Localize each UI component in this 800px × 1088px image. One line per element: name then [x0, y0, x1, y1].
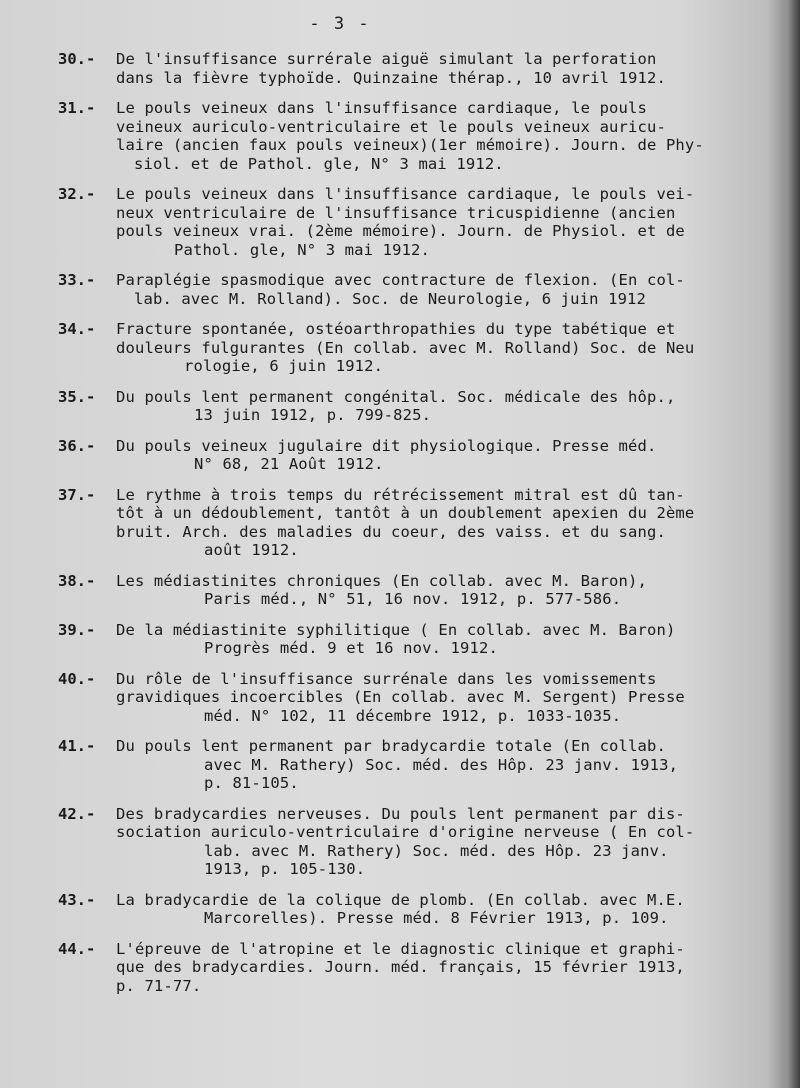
page-number: - 3 - [309, 14, 371, 34]
entry-line: De la médiastinite syphilitique ( En collab. avec M. Baron) [116, 620, 676, 639]
entry-line: veineux auriculo-ventriculaire et le pouls veineux auricu- [116, 117, 666, 136]
entry-line: Le pouls veineux dans l'insuffisance cardiaque, le pouls [116, 99, 647, 117]
bibliography-entry-32 [60, 185, 772, 259]
bibliography-entry-37 [60, 486, 772, 560]
bibliography-entry-36 [60, 437, 772, 474]
entry-line: Fracture spontanée, ostéoarthropathies du type tabétique et [116, 320, 676, 338]
entry-number: 40.- [58, 669, 96, 688]
entry-line: Pathol. gle, N° 3 mai 1912. [174, 240, 431, 259]
entry-number: 39.- [58, 620, 96, 639]
entry-line: N° 68, 21 Août 1912. [194, 455, 384, 473]
entry-line: 13 juin 1912, p. 799-825. [194, 406, 432, 424]
entry-line: siol. et de Pathol. gle, N° 3 mai 1912. [134, 154, 504, 173]
entry-line: Le pouls veineux dans l'insuffisance cardiaque, le pouls vei- [116, 185, 695, 203]
bibliography-entry-33 [60, 271, 772, 308]
entry-line: laire (ancien faux pouls veineux)(1er mémoire). Journ. de Phy- [116, 136, 704, 154]
bibliography-entry-40 [60, 670, 772, 726]
entry-line: rologie, 6 juin 1912. [184, 357, 384, 375]
entry-number: 36.- [58, 436, 96, 455]
entry-line: Du pouls veineux jugulaire dit physiologique. Presse méd. [116, 436, 657, 455]
bibliography-entry-34 [60, 320, 772, 376]
entry-line: méd. N° 102, 11 décembre 1912, p. 1033-1035. [204, 706, 622, 725]
entry-number: 38.- [58, 571, 96, 590]
entry-number: 30.- [58, 50, 96, 68]
entry-number: 32.- [58, 185, 96, 203]
entry-line: De l'insuffisance surrérale aiguë simulant la perforation [116, 50, 657, 68]
entry-line: Paraplégie spasmodique avec contracture de flexion. (En col- [116, 271, 685, 289]
entry-line: lab. avec M. Rolland). Soc. de Neurologie, 6 juin 1912 [134, 289, 647, 308]
entry-line: 1913, p. 105-130. [204, 860, 366, 878]
entry-line: L'épreuve de l'atropine et le diagnostic clinique et graphi- [116, 939, 685, 958]
entry-number: 44.- [58, 939, 96, 958]
entry-line: Progrès méd. 9 et 16 nov. 1912. [204, 639, 498, 657]
entry-number: 31.- [58, 99, 96, 117]
entry-line: août 1912. [204, 541, 299, 559]
bibliography-entry-43 [60, 891, 772, 928]
entry-line: sociation auriculo-ventriculaire d'origine nerveuse ( En col- [116, 823, 695, 841]
entry-line: douleurs fulgurantes (En collab. avec M. Rolland) Soc. de Neu [116, 338, 695, 357]
entry-line: bruit. Arch. des maladies du coeur, des vaiss. et du sang. [116, 522, 666, 541]
entry-line: Marcorelles). Presse méd. 8 Février 1913, p. 109. [204, 909, 669, 927]
entry-line: Du rôle de l'insuffisance surrénale dans les vomissements [116, 669, 657, 688]
entry-line: Les médiastinites chroniques (En collab. avec M. Baron), [116, 571, 647, 590]
bibliography-entry-35 [60, 388, 772, 425]
bibliography-list [60, 50, 772, 1007]
bibliography-entry-30 [60, 50, 772, 87]
entry-line: Du pouls lent permanent congénital. Soc. médicale des hôp., [116, 387, 676, 406]
entry-line: avec M. Rathery) Soc. méd. des Hôp. 23 janv. 1913, [204, 755, 679, 774]
entry-line: lab. avec M. Rathery) Soc. méd. des Hôp. 23 janv. [204, 841, 669, 860]
entry-line: p. 71-77. [116, 976, 202, 995]
entry-number: 33.- [58, 271, 96, 289]
entry-number: 37.- [58, 485, 96, 504]
entry-number: 34.- [58, 320, 96, 338]
entry-line: p. 81-105. [204, 774, 299, 792]
entry-line: pouls veineux vrai. (2ème mémoire). Journ. de Physiol. et de [116, 222, 685, 240]
entry-line: que des bradycardies. Journ. méd. français, 15 février 1913, [116, 958, 685, 976]
bibliography-entry-39 [60, 621, 772, 658]
entry-line: dans la fièvre typhoïde. Quinzaine thérap., 10 avril 1912. [116, 68, 666, 87]
binding-edge [786, 0, 800, 1088]
entry-line: Paris méd., N° 51, 16 nov. 1912, p. 577-586. [204, 590, 622, 608]
entry-line: neux ventriculaire de l'insuffisance tricuspidienne (ancien [116, 203, 676, 222]
bibliography-entry-42 [60, 805, 772, 879]
entry-line: tôt à un dédoublement, tantôt à un doublement apexien du 2ème [116, 504, 695, 522]
bibliography-entry-44 [60, 940, 772, 996]
entry-line: gravidiques incoercibles (En collab. avec M. Sergent) Presse [116, 688, 685, 706]
bibliography-entry-31 [60, 99, 772, 173]
entry-line: La bradycardie de la colique de plomb. (En collab. avec M.E. [116, 890, 685, 909]
entry-line: Des bradycardies nerveuses. Du pouls lent permanent par dis- [116, 804, 685, 823]
entry-number: 43.- [58, 890, 96, 909]
bibliography-entry-38 [60, 572, 772, 609]
entry-number: 41.- [58, 737, 96, 755]
entry-number: 35.- [58, 387, 96, 406]
entry-line: Du pouls lent permanent par bradycardie totale (En collab. [116, 737, 666, 755]
entry-number: 42.- [58, 804, 96, 823]
entry-line: Le rythme à trois temps du rétrécissement mitral est dû tan- [116, 485, 685, 504]
bibliography-entry-41 [60, 737, 772, 793]
